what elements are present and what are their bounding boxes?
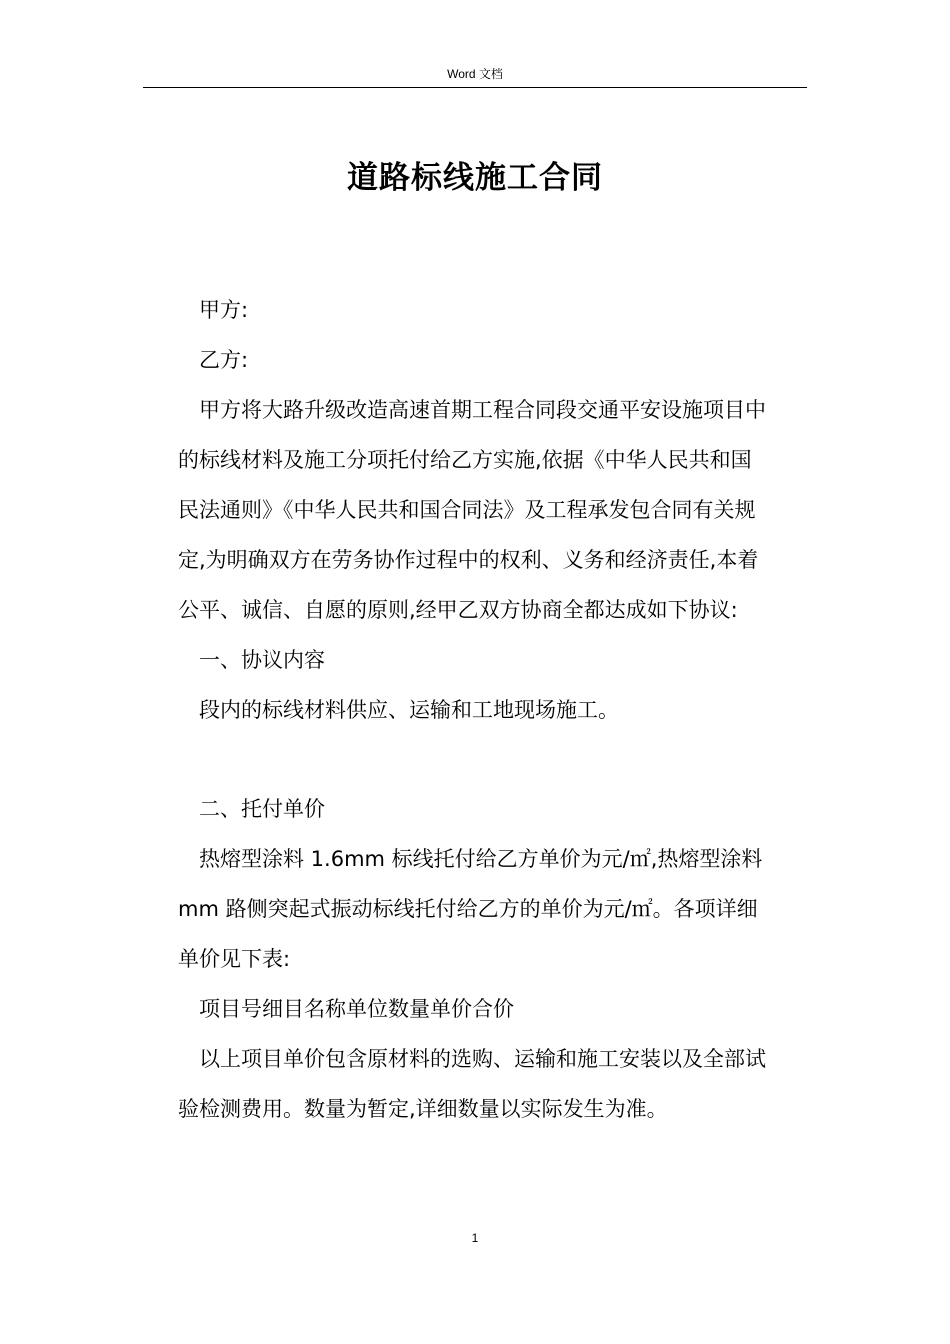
intro-paragraph-line-5: 公平、诚信、自愿的原则,经甲乙双方协商全都达成如下协议: [178,598,738,622]
intro-paragraph-line-4: 定,为明确双方在劳务协作过程中的权利、义务和经济责任,本着 [178,548,759,572]
section-1-heading: 一、协议内容 [199,648,325,672]
price-paragraph-line-1: 热熔型涂料 1.6mm 标线托付给乙方单价为元/㎡,热熔型涂料 [199,847,763,871]
note-paragraph-line-2: 验检测费用。数量为暂定,详细数量以实际发生为准。 [178,1097,668,1121]
party-b-line: 乙方: [199,348,249,372]
intro-paragraph-line-2: 的标线材料及施工分项托付给乙方实施,依据《中华人民共和国 [178,448,752,472]
price-paragraph-line-3: 单价见下表: [178,947,291,971]
intro-paragraph-line-3: 民法通则》《中华人民共和国合同法》及工程承发包合同有关规 [178,498,756,522]
price-paragraph-line-2: mm 路侧突起式振动标线托付给乙方的单价为元/㎡。各项详细 [178,897,758,921]
note-paragraph-line-1: 以上项目单价包含原材料的选购、运输和施工安装以及全部试 [199,1047,766,1071]
header-divider [143,87,807,88]
intro-paragraph-line-1: 甲方将大路升级改造高速首期工程合同段交通平安设施项目中 [199,398,766,422]
party-a-line: 甲方: [199,298,249,322]
document-title: 道路标线施工合同 [347,160,603,196]
price-table-header: 项目号细目名称单位数量单价合价 [199,997,514,1021]
page-header: Word 文档 [447,67,503,81]
section-1-text: 段内的标线材料供应、运输和工地现场施工。 [199,698,619,722]
page-number: 1 [471,1231,479,1245]
section-2-heading: 二、托付单价 [199,797,325,821]
